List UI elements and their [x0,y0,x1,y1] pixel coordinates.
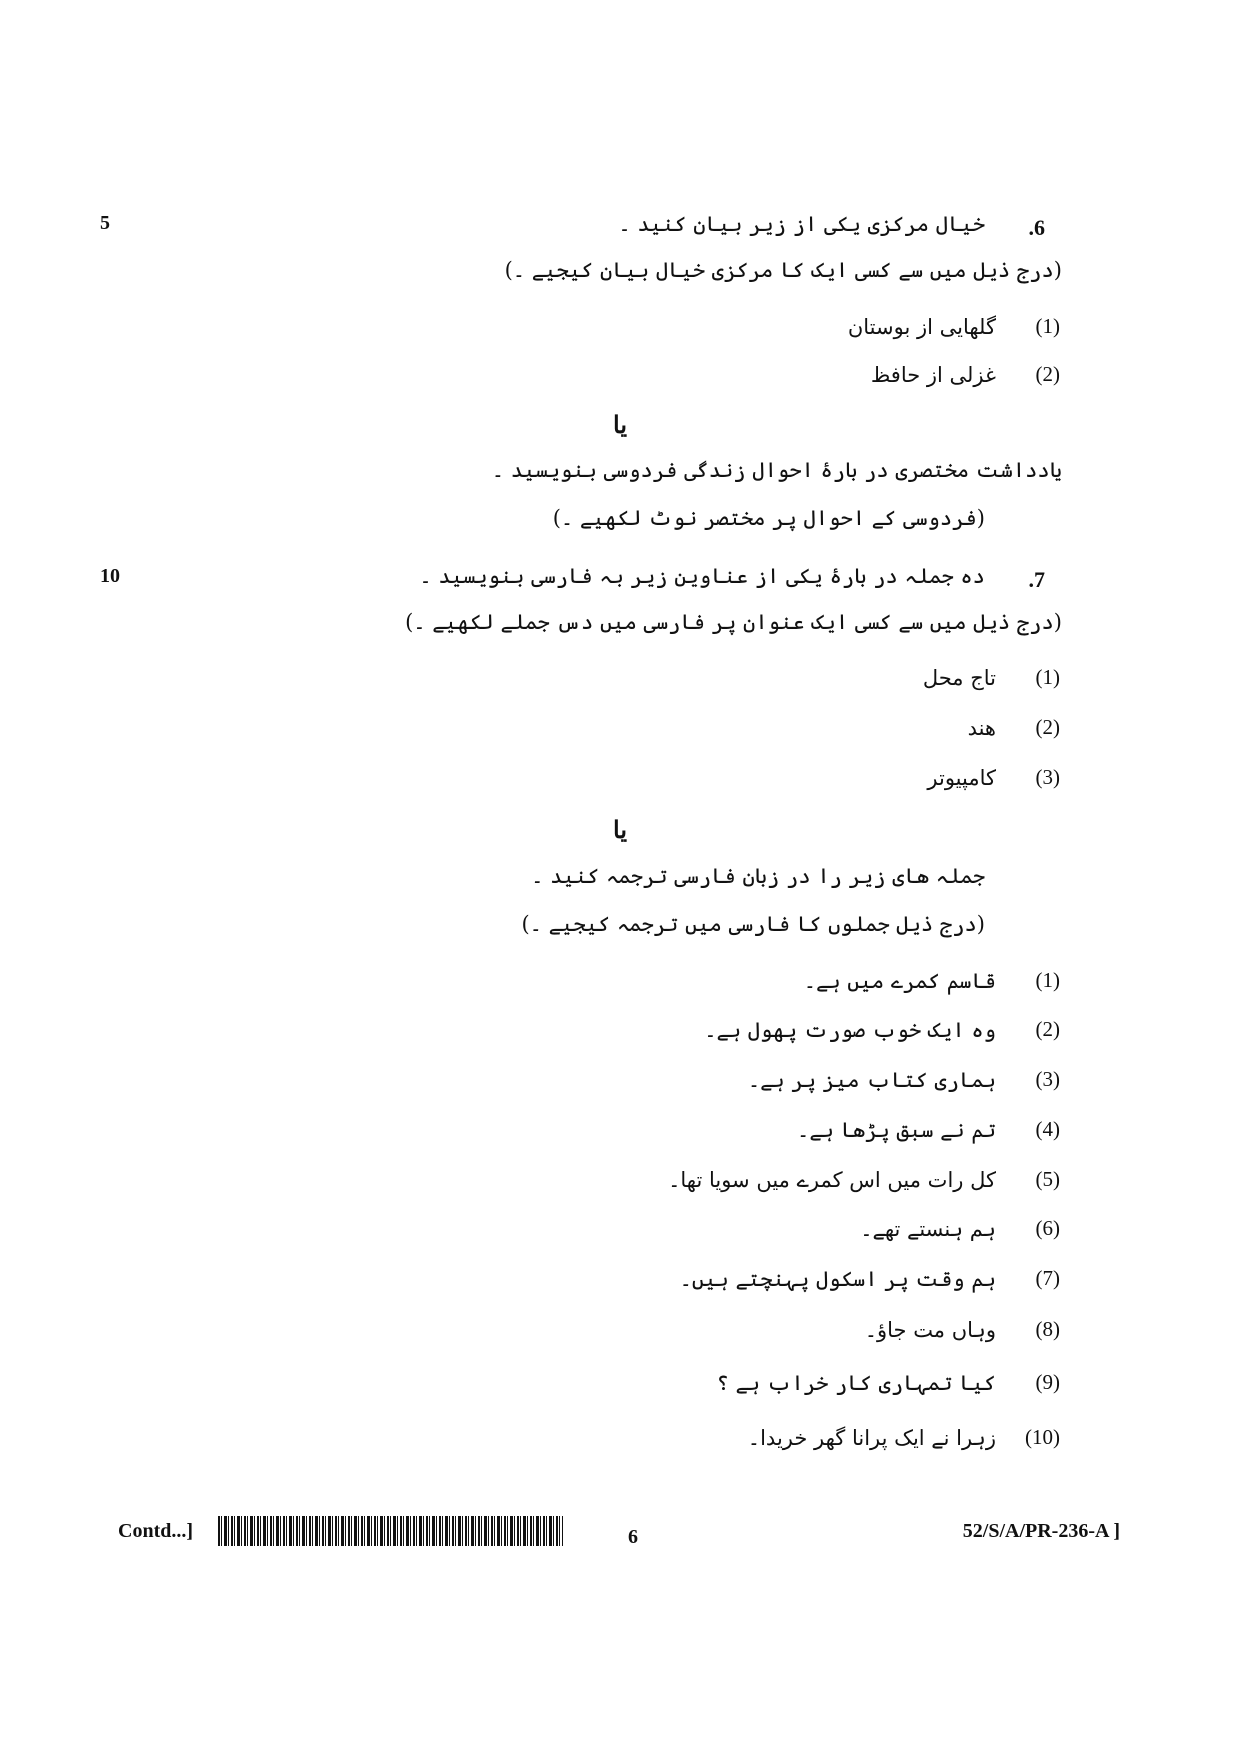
sentence-number: (3) [1035,1067,1060,1091]
q7-number: .7 [1028,567,1045,592]
sentence-item [717,1370,1060,1395]
option-text: تاج محل [922,665,996,690]
sentence-text: کل رات میں اس کمرے میں سویا تھا۔ [668,1167,996,1192]
barcode-image [218,1516,563,1546]
paper-code: 52/S/A/PR-236-A ] [962,1520,1120,1542]
sentence-number: (10) [1025,1425,1060,1449]
contd-label: Contd...] [118,1520,194,1542]
sentence-item [865,1317,1060,1342]
sentence-text: ہم ہنستے تھے۔ [860,1216,996,1241]
option-number: (1) [1035,665,1060,689]
q7-option [968,715,1060,740]
sentence-item [797,1117,1060,1142]
q6-number: .6 [1028,215,1045,240]
sentence-number: (7) [1035,1266,1060,1290]
page-number: 6 [628,1526,638,1548]
q7-option [923,665,1060,690]
option-text: غزلی از حافظ [870,362,996,387]
q6-instruction-urdu: (درج ذیل میں سے کسی ایک کا مرکزی خیال بیان کیجیے ۔) [504,258,1062,282]
sentence-text: کیا تمہاری کار خراب ہے ؟ [716,1370,996,1395]
sentence-number: (8) [1035,1317,1060,1341]
sentence-number: (1) [1035,968,1060,992]
option-number: (3) [1035,765,1060,789]
option-number: (1) [1035,314,1060,338]
option-text: گلھایی از بوستان [847,314,996,339]
q6-or-divider: یا [613,410,627,439]
option-number: (2) [1035,362,1060,386]
sentence-text: قاسم کمرے میں ہے۔ [803,968,996,993]
q6-marks: 5 [100,212,110,234]
sentence-text: ہماری کتاب میز پر ہے۔ [747,1067,996,1092]
sentence-number: (6) [1035,1216,1060,1240]
sentence-text: تم نے سبق پڑھا ہے۔ [797,1117,996,1142]
sentence-number: (2) [1035,1017,1060,1041]
sentence-number: (9) [1035,1370,1060,1394]
option-text: ھند [967,715,996,740]
option-number: (2) [1035,715,1060,739]
q6-option [848,314,1060,339]
q7-alt-persian: جملہ ھای زیر را در زبان فارسی ترجمہ کنید ۔ [531,864,985,888]
sentence-item [668,1167,1060,1192]
q6-option [871,362,1060,387]
sentence-number: (5) [1035,1167,1060,1191]
sentence-text: ہم وقت پر اسکول پہنچتے ہیں۔ [679,1266,996,1291]
q7-marks: 10 [100,565,120,587]
sentence-item [748,1425,1060,1450]
q7-alt-urdu: (درج ذیل جملوں کا فارسی میں ترجمہ کیجیے ۔) [521,912,985,936]
q7-instruction-persian: ده جملہ در بارۂ یکی از عناوین زیر بہ فارسی بنویسید ۔ [419,564,985,588]
q6-alt-persian: یادداشت مختصری در بارۂ احوال زندگی فردوسی بنویسید ۔ [491,458,1062,482]
option-text: کامپیوتر [927,765,996,790]
sentence-number: (4) [1035,1117,1060,1141]
sentence-text: وہاں مت جاؤ۔ [864,1317,996,1342]
sentence-text: زہرا نے ایک پرانا گھر خریدا۔ [747,1425,996,1450]
q7-instruction-urdu: (درج ذیل میں سے کسی ایک عنوان پر فارسی میں دس جملے لکھیے ۔) [405,610,1062,634]
q6-alt-urdu: (فردوسی کے احوال پر مختصر نوٹ لکھیے ۔) [552,506,985,530]
sentence-item [704,1017,1060,1042]
sentence-item [680,1266,1060,1291]
sentence-item [748,1067,1060,1092]
sentence-item [804,968,1060,993]
q7-option [927,765,1060,790]
q7-or-divider: یا [613,815,627,844]
sentence-text: وہ ایک خوب صورت پھول ہے۔ [704,1017,996,1042]
q6-instruction-persian: خیال مرکزی یکی از زیر بیان کنید ۔ [618,212,985,236]
sentence-item [860,1216,1060,1241]
